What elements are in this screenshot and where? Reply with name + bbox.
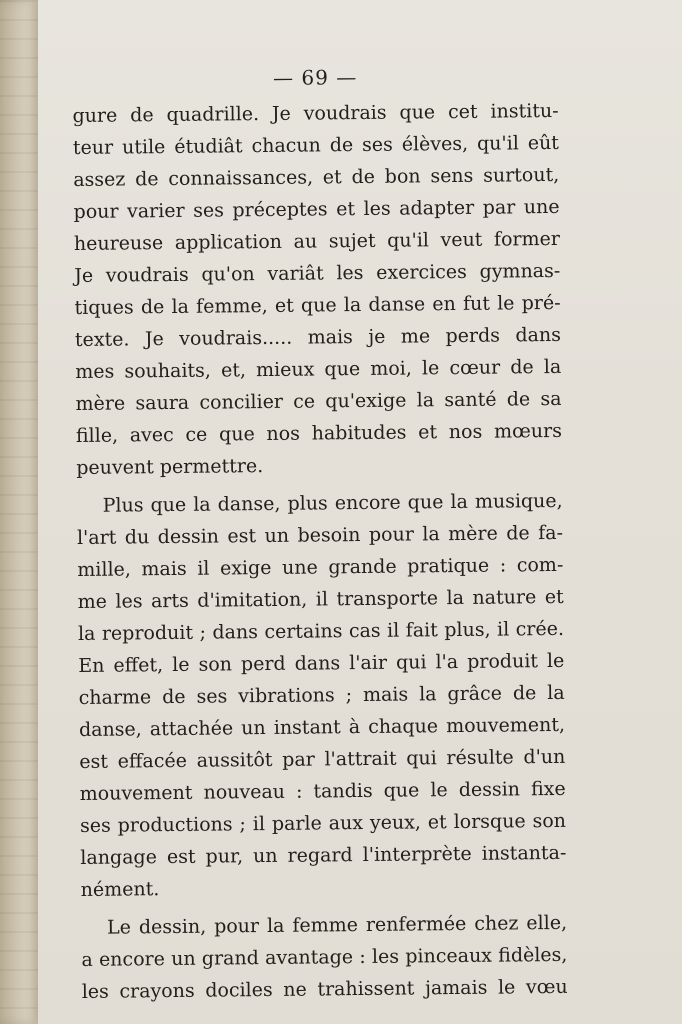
text-line: l'art du dessin est un besoin pour la mère de fa-: [76, 521, 564, 549]
book-page: [38, 0, 682, 1024]
paragraph-2: [77, 485, 567, 906]
text-line: fille, avec ce que nos habitudes et nos mœurs: [75, 419, 563, 447]
text-line: heureuse application au sujet qu'il veut former: [73, 227, 561, 255]
text-line: les crayons dociles ne trahissent jamais le vœu: [81, 975, 568, 1003]
text-line: a encore un grand avantage : les pinceaux fidèles,: [81, 943, 568, 971]
text-line: tiques de la femme, et que la danse en fut le pré-: [74, 291, 561, 319]
text-line: Le dessin, pour la femme renfermée chez elle,: [106, 911, 568, 939]
paragraph-1: [72, 95, 562, 484]
text-line: mille, mais il exige une grande pratique : com-: [77, 553, 564, 581]
text-line: pour varier ses préceptes et les adapter par une: [73, 195, 560, 223]
text-line: teur utile étudiât chacun de ses élèves, qu'il eût: [72, 131, 560, 159]
text-line: nément.: [80, 878, 160, 901]
text-line: Je voudrais qu'on variât les exercices gymnas-: [74, 259, 561, 287]
text-line: En effet, le son perd dans l'air qui l'a produit le: [78, 649, 565, 677]
text-line: gure de quadrille. Je voudrais que cet institu-: [72, 99, 559, 127]
text-line: la reproduit ; dans certains cas il fait plus, il crée.: [77, 617, 565, 645]
text-line: assez de connaissances, et de bon sens surtout,: [73, 163, 560, 191]
text-line: ses productions ; il parle aux yeux, et lorsque son: [79, 809, 567, 837]
previous-page-edge: [0, 0, 40, 1024]
text-line: langage est pur, un regard l'interprète instanta-: [80, 841, 567, 869]
page-number: — 69 —: [272, 65, 358, 90]
text-line: est effacée aussitôt par l'attrait qui résulte d'un: [79, 745, 566, 773]
text-line: mouvement nouveau : tandis que le dessin fixe: [79, 777, 566, 805]
text-line: danse, attachée un instant à chaque mouvement,: [78, 713, 566, 741]
text-line: charme de ses vibrations ; mais la grâce de la: [78, 681, 565, 709]
page-text: [72, 55, 568, 1008]
text-line: peuvent permettre.: [76, 455, 264, 479]
text-line: texte. Je voudrais..... mais je me perds dans: [74, 323, 562, 351]
text-line: me les arts d'imitation, il transporte la nature et: [77, 585, 564, 613]
paragraph-3: [81, 907, 568, 1008]
text-line: mes souhaits, et, mieux que moi, le cœur de la: [75, 355, 562, 383]
text-line: mère saura concilier ce qu'exige la santé de sa: [75, 387, 562, 415]
text-line: Plus que la danse, plus encore que la musique,: [102, 489, 563, 517]
